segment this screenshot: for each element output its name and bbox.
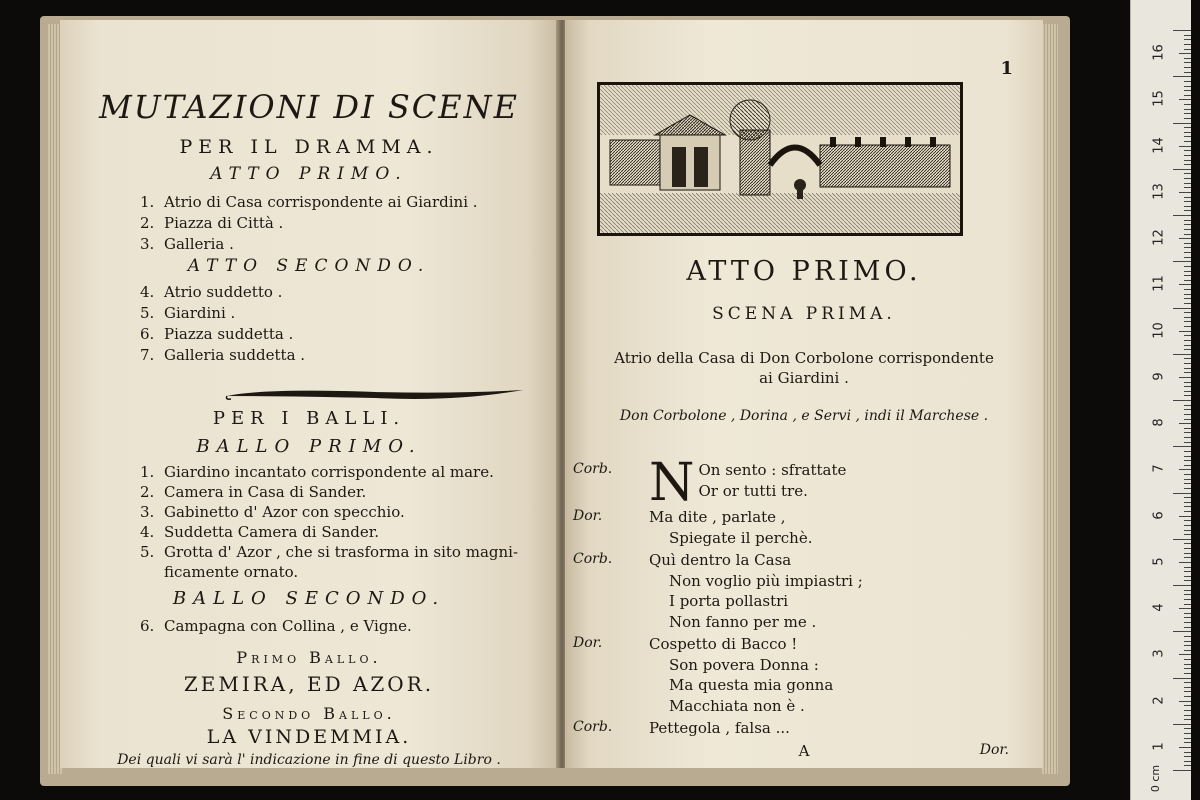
secondo-ballo-title: LA VINDEMMIA. bbox=[206, 726, 412, 748]
ruler-tick bbox=[1184, 280, 1191, 281]
list-item bbox=[140, 192, 478, 213]
item-number: 6. bbox=[140, 325, 155, 343]
right-page-edges bbox=[1042, 24, 1058, 774]
ruler-label: 15 bbox=[1151, 90, 1167, 108]
catchword: Dor. bbox=[979, 742, 1009, 758]
list-item bbox=[140, 324, 305, 345]
ruler-tick bbox=[1179, 516, 1191, 517]
ruler-tick bbox=[1184, 687, 1191, 688]
ruler-tick bbox=[1179, 284, 1191, 285]
ruler-tick bbox=[1184, 72, 1191, 73]
ruler-unit: 0 cm bbox=[1148, 764, 1162, 793]
ruler-tick bbox=[1184, 419, 1191, 420]
ruler-tick bbox=[1184, 576, 1191, 577]
ruler-tick bbox=[1184, 465, 1191, 466]
speech-lines bbox=[649, 718, 1033, 739]
ruler-tick bbox=[1184, 428, 1191, 429]
verse-line: Non voglio più impiastri ; bbox=[669, 571, 863, 590]
ruler-tick bbox=[1173, 585, 1191, 586]
ruler-tick bbox=[1184, 252, 1191, 253]
ruler-tick bbox=[1184, 266, 1191, 267]
ruler-tick bbox=[1179, 562, 1191, 563]
item-text: Piazza di Città . bbox=[164, 214, 284, 232]
ruler-tick bbox=[1173, 123, 1191, 124]
ruler-tick bbox=[1184, 650, 1191, 651]
ruler-tick bbox=[1179, 192, 1191, 193]
item-text: Camera in Casa di Sander. bbox=[164, 483, 367, 501]
ruler-tick bbox=[1184, 90, 1191, 91]
ruler-tick bbox=[1173, 30, 1191, 31]
ruler-tick bbox=[1184, 543, 1191, 544]
ruler-tick bbox=[1184, 534, 1191, 535]
list-item bbox=[140, 502, 518, 522]
ruler-tick bbox=[1184, 673, 1191, 674]
ruler-tick bbox=[1184, 234, 1191, 235]
ballo1-list bbox=[140, 462, 518, 582]
subtitle: PER IL DRAMMA. bbox=[179, 136, 439, 158]
ruler-tick bbox=[1184, 197, 1191, 198]
ruler-tick bbox=[1184, 668, 1191, 669]
ruler-tick bbox=[1184, 155, 1191, 156]
ruler-tick bbox=[1184, 664, 1191, 665]
item-text: Grotta d' Azor , che si trasforma in sito magni- bbox=[164, 543, 519, 561]
ruler-tick bbox=[1184, 520, 1191, 521]
act1-heading: ATTO PRIMO. bbox=[210, 164, 408, 184]
list-item bbox=[140, 213, 478, 234]
ruler-tick bbox=[1184, 590, 1191, 591]
ruler-tick bbox=[1184, 567, 1191, 568]
ruler-tick bbox=[1184, 696, 1191, 697]
ruler-tick bbox=[1184, 243, 1191, 244]
verse-line: Macchiata non è . bbox=[669, 696, 805, 715]
ruler-tick bbox=[1184, 456, 1191, 457]
ruler-tick bbox=[1184, 659, 1191, 660]
ruler-tick bbox=[1184, 81, 1191, 82]
act2-list bbox=[140, 282, 305, 366]
ruler-label: 13 bbox=[1151, 183, 1167, 200]
ruler-label: 5 bbox=[1151, 557, 1167, 566]
ruler-tick bbox=[1184, 298, 1191, 299]
ruler-tick bbox=[1184, 35, 1191, 36]
item-text: Piazza suddetta . bbox=[164, 325, 294, 343]
speech-block bbox=[573, 718, 1033, 739]
ruler-tick bbox=[1184, 187, 1191, 188]
ruler-tick bbox=[1184, 622, 1191, 623]
ruler-tick bbox=[1184, 321, 1191, 322]
ruler-tick bbox=[1184, 641, 1191, 642]
ruler-tick bbox=[1184, 62, 1191, 63]
ruler-tick bbox=[1184, 613, 1191, 614]
item-number: 1. bbox=[140, 463, 155, 481]
ruler-tick bbox=[1184, 127, 1191, 128]
setting-line-2: ai Giardini . bbox=[759, 369, 849, 387]
verse-line: I porta pollastri bbox=[669, 592, 789, 610]
ruler-tick bbox=[1184, 368, 1191, 369]
ruler-tick bbox=[1184, 164, 1191, 165]
engraving-illustration bbox=[597, 82, 963, 236]
ballo1-heading: BALLO PRIMO. bbox=[196, 436, 422, 457]
ruler-label: 4 bbox=[1151, 603, 1167, 612]
ruler-tick bbox=[1184, 715, 1191, 716]
primo-ballo-title: ZEMIRA, ED AZOR. bbox=[183, 672, 435, 696]
verse-line: Ma questa mia gonna bbox=[669, 676, 834, 694]
ruler-tick bbox=[1184, 113, 1191, 114]
ruler-tick bbox=[1184, 118, 1191, 119]
ruler-tick bbox=[1184, 317, 1191, 318]
item-number: 5. bbox=[140, 543, 155, 561]
ruler-tick bbox=[1173, 631, 1191, 632]
ruler-tick bbox=[1184, 733, 1191, 734]
verse-line: Quì dentro la Casa bbox=[649, 551, 792, 569]
ruler-tick bbox=[1184, 349, 1191, 350]
page-title: MUTAZIONI DI SCENE bbox=[99, 88, 519, 126]
ruler-tick bbox=[1184, 530, 1191, 531]
ruler-tick bbox=[1184, 136, 1191, 137]
ruler-tick bbox=[1184, 326, 1191, 327]
ruler-tick bbox=[1184, 571, 1191, 572]
verse-line: On sento : sfrattate bbox=[698, 461, 847, 479]
signature-mark: A bbox=[798, 742, 810, 760]
item-text: Gabinetto d' Azor con specchio. bbox=[164, 503, 405, 521]
ruler-tick bbox=[1173, 539, 1191, 540]
speech-lines bbox=[649, 550, 1033, 632]
ruler-tick bbox=[1184, 479, 1191, 480]
item-number: 4. bbox=[140, 523, 155, 541]
ruler-label: 16 bbox=[1151, 44, 1167, 61]
item-number: 1. bbox=[140, 193, 155, 211]
ballo2-list bbox=[140, 616, 412, 637]
ruler-tick bbox=[1184, 67, 1191, 68]
ruler-tick bbox=[1179, 469, 1191, 470]
ruler-tick bbox=[1173, 261, 1191, 262]
ruler-tick bbox=[1184, 617, 1191, 618]
ruler-tick bbox=[1184, 405, 1191, 406]
ruler-tick bbox=[1179, 377, 1191, 378]
ruler-tick bbox=[1184, 442, 1191, 443]
verse-line: Ma dite , parlate , bbox=[649, 508, 786, 526]
ruler-tick bbox=[1184, 229, 1191, 230]
ruler-tick bbox=[1173, 724, 1191, 725]
speaker-name: Dor. bbox=[573, 508, 603, 524]
item-text: Galleria . bbox=[164, 235, 234, 253]
ruler-tick bbox=[1184, 451, 1191, 452]
speech-block bbox=[573, 453, 1033, 513]
ruler-tick bbox=[1184, 604, 1191, 605]
ruler-tick bbox=[1184, 511, 1191, 512]
list-item bbox=[140, 282, 305, 303]
ruler-tick bbox=[1173, 770, 1191, 771]
list-item bbox=[140, 616, 412, 637]
ruler-tick bbox=[1173, 215, 1191, 216]
ruler-tick bbox=[1179, 701, 1191, 702]
ruler-tick bbox=[1179, 146, 1191, 147]
ruler-tick bbox=[1173, 446, 1191, 447]
ruler-tick bbox=[1184, 756, 1191, 757]
ruler-tick bbox=[1184, 738, 1191, 739]
ruler-tick bbox=[1184, 335, 1191, 336]
ruler-tick bbox=[1173, 308, 1191, 309]
ruler-tick bbox=[1179, 238, 1191, 239]
ruler-tick bbox=[1184, 39, 1191, 40]
ruler-label: 2 bbox=[1151, 695, 1167, 705]
item-text: Galleria suddetta . bbox=[164, 346, 306, 364]
ruler-tick bbox=[1179, 99, 1191, 100]
footer-note: Dei quali vi sarà l' indicazione in fine di questo Libro . bbox=[117, 752, 501, 768]
ruler-tick bbox=[1184, 303, 1191, 304]
ruler-tick bbox=[1184, 391, 1191, 392]
ruler-tick bbox=[1184, 44, 1191, 45]
drop-cap: N bbox=[649, 453, 695, 513]
dialogue-block bbox=[573, 453, 1033, 741]
ruler-tick bbox=[1184, 553, 1191, 554]
ruler-tick bbox=[1184, 109, 1191, 110]
ruler-tick bbox=[1184, 104, 1191, 105]
verse-line: Cospetto di Bacco ! bbox=[649, 635, 798, 653]
ruler-tick bbox=[1184, 150, 1191, 151]
ruler-tick bbox=[1184, 160, 1191, 161]
ruler-label: 12 bbox=[1151, 229, 1167, 246]
primo-ballo-label: Primo Ballo. bbox=[236, 648, 382, 667]
ruler-label: 6 bbox=[1151, 510, 1167, 520]
ruler-label: 3 bbox=[1151, 649, 1167, 659]
ruler-tick bbox=[1184, 432, 1191, 433]
ruler-tick bbox=[1184, 599, 1191, 600]
ruler-tick bbox=[1184, 705, 1191, 706]
page-number: 1 bbox=[1000, 58, 1013, 79]
ruler-tick bbox=[1173, 400, 1191, 401]
ruler-tick bbox=[1184, 765, 1191, 766]
act2-heading: ATTO SECONDO. bbox=[187, 256, 431, 276]
ruler-tick bbox=[1173, 678, 1191, 679]
item-number: 6. bbox=[140, 617, 155, 635]
ruler-tick bbox=[1184, 178, 1191, 179]
item-number: 2. bbox=[140, 214, 155, 232]
left-page bbox=[60, 20, 558, 768]
ruler-tick bbox=[1184, 386, 1191, 387]
ruler-tick bbox=[1184, 548, 1191, 549]
ruler-label: 10 bbox=[1151, 321, 1167, 339]
balli-heading: PER I BALLI. bbox=[212, 408, 406, 429]
ruler-tick bbox=[1184, 728, 1191, 729]
ruler-label: 7 bbox=[1151, 464, 1167, 474]
item-number: 3. bbox=[140, 503, 155, 521]
ruler-tick bbox=[1184, 220, 1191, 221]
item-text: Atrio di Casa corrispondente ai Giardini . bbox=[164, 193, 478, 211]
ruler-tick bbox=[1184, 345, 1191, 346]
list-item bbox=[140, 345, 305, 366]
item-text: Atrio suddetto . bbox=[164, 283, 283, 301]
act-title: ATTO PRIMO. bbox=[686, 256, 922, 287]
ruler-tick bbox=[1184, 474, 1191, 475]
ruler-tick bbox=[1184, 395, 1191, 396]
speaker-name: Corb. bbox=[573, 551, 613, 567]
ruler-tick bbox=[1184, 49, 1191, 50]
ruler-tick bbox=[1184, 497, 1191, 498]
ruler-tick bbox=[1184, 210, 1191, 211]
ruler-tick bbox=[1184, 289, 1191, 290]
ruler-tick bbox=[1184, 761, 1191, 762]
speech-block bbox=[573, 507, 1033, 548]
speech-block bbox=[573, 550, 1033, 632]
item-number: 4. bbox=[140, 283, 155, 301]
ruler-tick bbox=[1184, 183, 1191, 184]
ruler-tick bbox=[1184, 636, 1191, 637]
ruler-label: 14 bbox=[1151, 136, 1167, 154]
speaker-name: Corb. bbox=[573, 461, 613, 477]
list-item bbox=[140, 542, 518, 582]
ruler-tick bbox=[1184, 340, 1191, 341]
ruler-tick bbox=[1179, 331, 1191, 332]
secondo-ballo-label: Secondo Ballo. bbox=[222, 704, 396, 723]
ruler-tick bbox=[1179, 53, 1191, 54]
ruler-tick bbox=[1184, 742, 1191, 743]
ruler-tick bbox=[1184, 95, 1191, 96]
item-text: Campagna con Collina , e Vigne. bbox=[164, 617, 412, 635]
act1-list bbox=[140, 192, 478, 255]
ruler-tick bbox=[1184, 409, 1191, 410]
item-text: Giardino incantato corrispondente al mare. bbox=[164, 463, 494, 481]
list-item bbox=[140, 482, 518, 502]
ruler-tick bbox=[1184, 363, 1191, 364]
speech-lines bbox=[649, 507, 1033, 548]
ruler-tick bbox=[1184, 437, 1191, 438]
ruler-label: 11 bbox=[1151, 275, 1167, 293]
ruler-tick bbox=[1184, 752, 1191, 753]
ballo2-heading: BALLO SECONDO. bbox=[172, 588, 446, 609]
list-item bbox=[140, 522, 518, 542]
ruler-label: 1 bbox=[1151, 742, 1167, 751]
ruler-tick bbox=[1184, 358, 1191, 359]
item-number: 2. bbox=[140, 483, 155, 501]
ruler-label: 8 bbox=[1151, 418, 1167, 427]
ruler-tick bbox=[1184, 141, 1191, 142]
item-number: 7. bbox=[140, 346, 155, 364]
verse-line: Non fanno per me . bbox=[669, 612, 817, 631]
ruler-tick bbox=[1184, 719, 1191, 720]
ruler-tick bbox=[1184, 224, 1191, 225]
list-item bbox=[140, 234, 478, 255]
ruler-tick bbox=[1184, 201, 1191, 202]
list-item bbox=[140, 303, 305, 324]
ruler-tick bbox=[1173, 76, 1191, 77]
ruler-tick bbox=[1184, 502, 1191, 503]
ruler-tick bbox=[1179, 654, 1191, 655]
verse-line: Son povera Donna : bbox=[669, 655, 819, 674]
ruler-tick bbox=[1184, 594, 1191, 595]
ruler-tick bbox=[1173, 354, 1191, 355]
speaker-name: Dor. bbox=[573, 635, 603, 651]
ruler-tick bbox=[1184, 645, 1191, 646]
setting-line-1: Atrio della Casa di Don Corbolone corrispondente bbox=[614, 349, 994, 367]
measurement-ruler bbox=[1130, 0, 1191, 800]
ruler-tick bbox=[1184, 294, 1191, 295]
ruler-tick bbox=[1184, 275, 1191, 276]
ruler-tick bbox=[1173, 169, 1191, 170]
ruler-tick bbox=[1184, 557, 1191, 558]
ruler-label: 9 bbox=[1151, 372, 1167, 381]
ruler-tick bbox=[1184, 682, 1191, 683]
speech-lines bbox=[649, 453, 1033, 513]
ruler-tick bbox=[1184, 271, 1191, 272]
ruler-tick bbox=[1179, 608, 1191, 609]
ruler-tick bbox=[1184, 691, 1191, 692]
ruler-tick bbox=[1184, 525, 1191, 526]
ruler-tick bbox=[1173, 493, 1191, 494]
ruler-tick bbox=[1184, 312, 1191, 313]
verse-line: Spiegate il perchè. bbox=[669, 528, 813, 547]
scene-title: SCENA PRIMA. bbox=[712, 304, 896, 324]
item-number: 3. bbox=[140, 235, 155, 253]
ruler-tick bbox=[1184, 627, 1191, 628]
cast-list: Don Corbolone , Dorina , e Servi , indi il Marchese . bbox=[619, 408, 989, 424]
speech-lines bbox=[649, 634, 1033, 716]
item-text: Suddetta Camera di Sander. bbox=[164, 523, 380, 541]
ruler-tick bbox=[1184, 372, 1191, 373]
ruler-tick bbox=[1179, 423, 1191, 424]
ruler-tick bbox=[1179, 747, 1191, 748]
verse-line: Or or tutti tre. bbox=[698, 481, 808, 500]
ruler-tick bbox=[1184, 382, 1191, 383]
ruler-tick bbox=[1184, 580, 1191, 581]
speech-block bbox=[573, 634, 1033, 716]
ruler-tick bbox=[1184, 506, 1191, 507]
ruler-tick bbox=[1184, 132, 1191, 133]
list-item bbox=[140, 462, 518, 482]
item-text: Giardini . bbox=[164, 304, 236, 322]
flourish-ornament bbox=[225, 382, 525, 406]
ruler-tick bbox=[1184, 483, 1191, 484]
ruler-tick bbox=[1184, 58, 1191, 59]
right-page bbox=[565, 20, 1043, 768]
ruler-tick bbox=[1184, 414, 1191, 415]
ruler-tick bbox=[1184, 206, 1191, 207]
ruler-tick bbox=[1184, 488, 1191, 489]
ruler-tick bbox=[1184, 257, 1191, 258]
speaker-name: Corb. bbox=[573, 719, 613, 735]
ruler-tick bbox=[1184, 710, 1191, 711]
verse-line: Pettegola , falsa ... bbox=[649, 719, 790, 737]
scene-setting bbox=[565, 348, 1043, 388]
item-number: 5. bbox=[140, 304, 155, 322]
ruler-tick bbox=[1184, 247, 1191, 248]
ruler-tick bbox=[1184, 460, 1191, 461]
ruler-tick bbox=[1184, 173, 1191, 174]
ruler-tick bbox=[1184, 86, 1191, 87]
item-continuation: ficamente ornato. bbox=[164, 563, 299, 581]
